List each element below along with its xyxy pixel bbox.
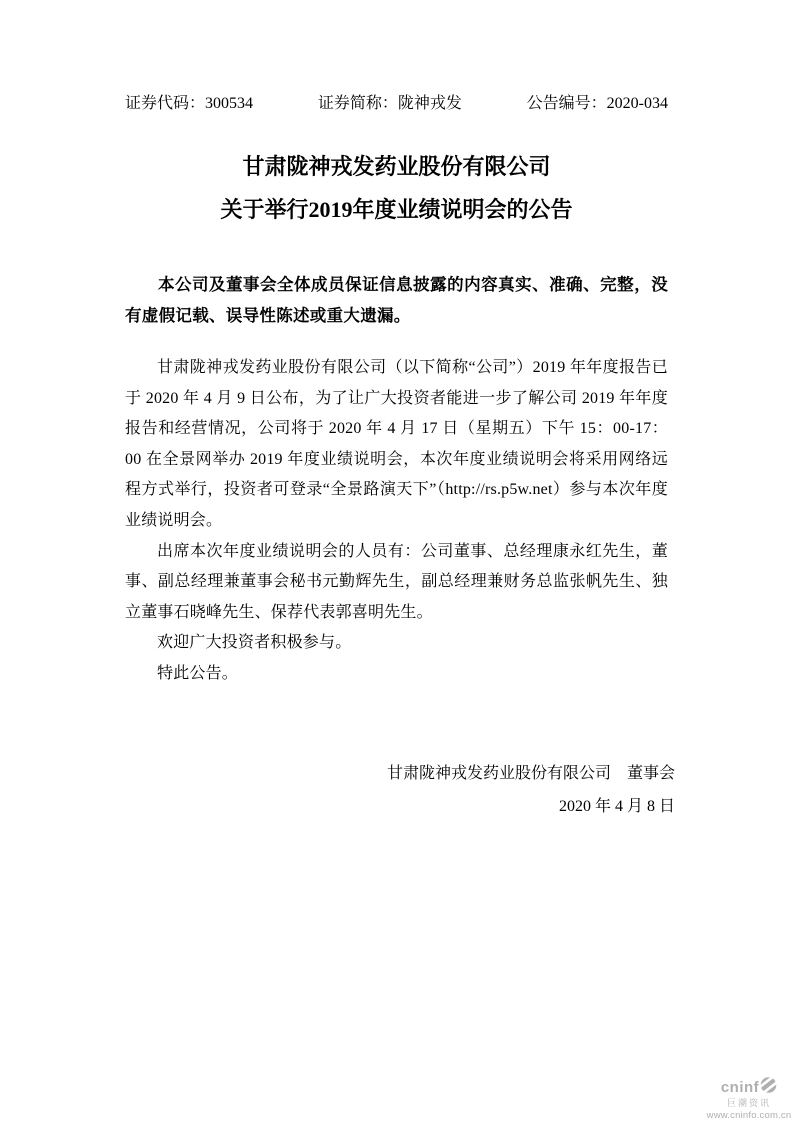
document-header-row — [125, 93, 668, 115]
cninfo-brand-row — [706, 1077, 792, 1097]
paragraph-meeting-details: 甘肃陇神戎发药业股份有限公司（以下简称“公司”）2019 年年度报告已于 2020 年 4 月 9 日公布，为了让广大投资者能进一步了解公司 2019 年年度报告和经营情况，公司将于 2020 年 4 月 17 日（星期五）下午 15：00-17：00 在全景网举办 2019 年度业绩说明会，本次年度业绩说明会将采用网络远程方式举行，投资者可登录“全景路演天下”（http://rs.p5w.net）参与本次年度业绩说明会。 — [125, 359, 668, 529]
document-title-line-1: 甘肃陇神戎发药业股份有限公司 — [242, 154, 551, 179]
signature-date: 2020 年 4 月 8 日 — [558, 798, 675, 815]
document-title-line-2: 关于举行2019年度业绩说明会的公告 — [220, 197, 573, 222]
document-title — [0, 153, 793, 224]
signature-company: 甘肃陇神戎发药业股份有限公司 董事会 — [386, 765, 675, 782]
disclosure-statement: 本公司及董事会全体成员保证信息披露的内容真实、准确、完整，没有虚假记载、误导性陈述或重大遗漏。 — [125, 275, 668, 325]
cninfo-brand-text: cninf — [720, 1078, 760, 1096]
signature-block — [125, 757, 675, 823]
cninfo-chinese-name: 巨潮资讯 — [726, 1098, 771, 1108]
paragraph-closing: 特此公告。 — [157, 664, 239, 682]
cninfo-swirl-icon — [760, 1077, 777, 1097]
paragraph-attendees: 出席本次年度业绩说明会的人员有：公司董事、总经理康永红先生，董事、副总经理兼董事会秘书元勤辉先生，副总经理兼财务总监张帆先生、独立董事石晓峰先生、保荐代表郭喜明先生。 — [125, 542, 668, 621]
paragraph-welcome: 欢迎广大投资者积极参与。 — [157, 634, 352, 652]
announcement-number-label: 公告编号：2020-034 — [526, 95, 668, 112]
stock-name-label: 证券简称：陇神戎发 — [317, 95, 462, 112]
cninfo-url: www.cninfo.com.cn — [706, 1110, 792, 1121]
cninfo-logo — [706, 1077, 792, 1121]
stock-code-label: 证券代码：300534 — [125, 95, 254, 112]
document-body — [125, 353, 668, 690]
